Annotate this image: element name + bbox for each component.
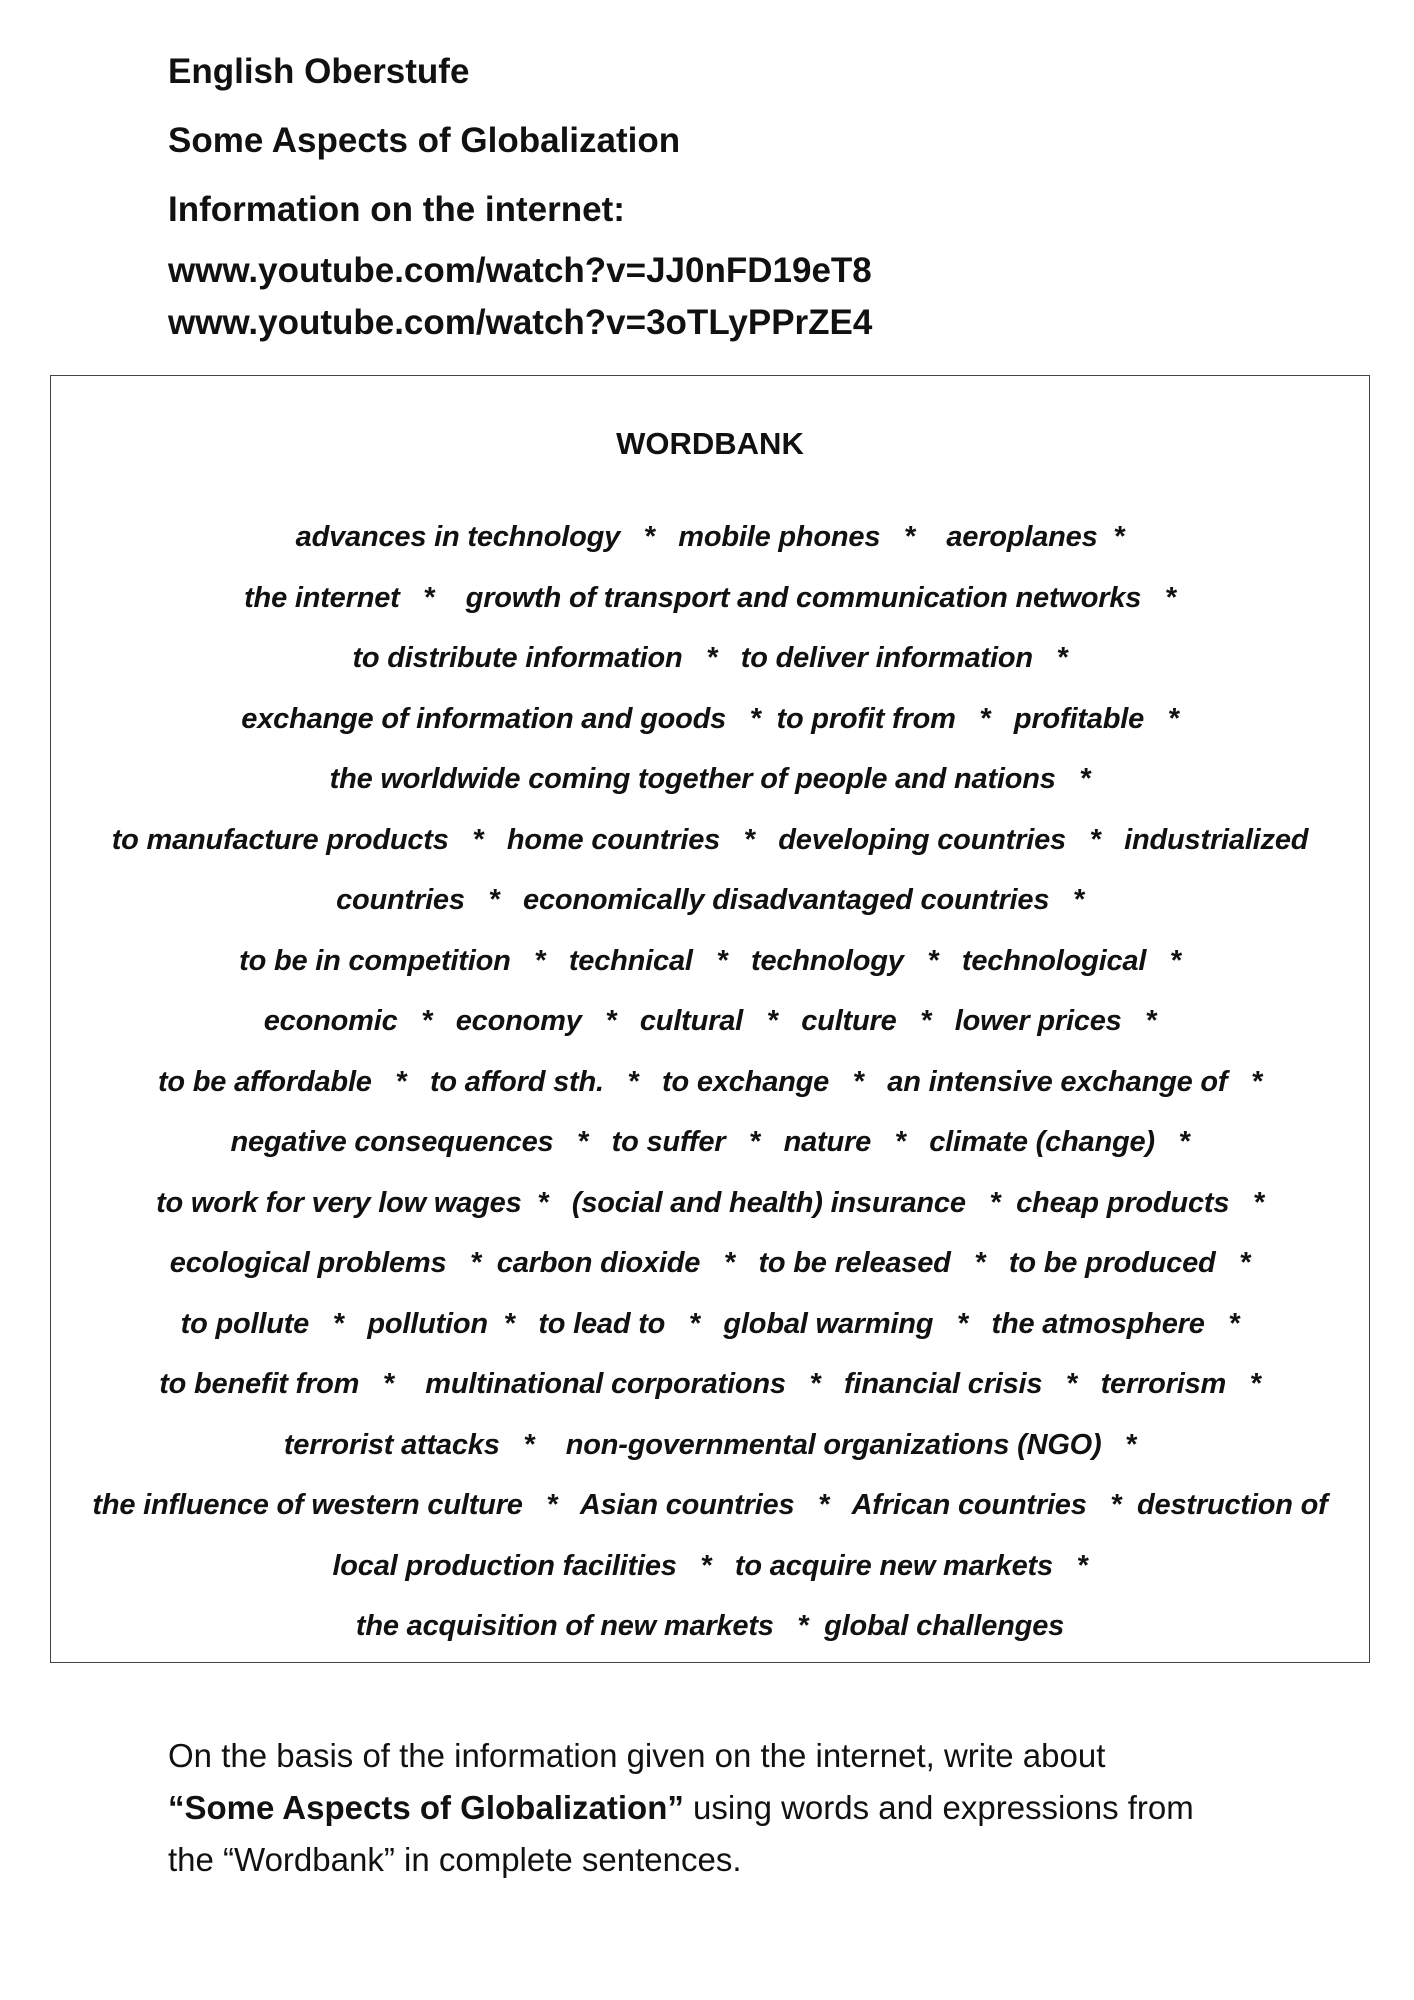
task-topic-highlight: “Some Aspects of Globalization” (168, 1789, 684, 1826)
wordbank-list (51, 507, 1369, 1657)
wordbank-line: terrorist attacks * non-governmental organizations (NGO) * (283, 1428, 1137, 1461)
wordbank-line: countries * economically disadvantaged countries * (336, 884, 1084, 916)
wordbank-line: to distribute information * to deliver information * (352, 642, 1068, 674)
course-title: English Oberstufe (168, 52, 470, 91)
task-end: the “Wordbank” in complete sentences. (168, 1841, 742, 1878)
document-header (168, 48, 1268, 351)
wordbank-title: WORDBANK (616, 426, 804, 461)
wordbank-line: negative consequences * to suffer * nature * climate (change) * (230, 1126, 1190, 1158)
topic-title: Some Aspects of Globalization (168, 121, 681, 160)
wordbank-line: to be in competition * technical * technology * technological * (239, 944, 1181, 977)
info-label: Information on the internet: (168, 190, 625, 229)
wordbank-line: to pollute * pollution * to lead to * global warming * the atmosphere * (180, 1307, 1240, 1340)
wordbank-line: to benefit from * multinational corporations * financial crisis * terrorism * (159, 1368, 1261, 1400)
wordbank-line: the internet * growth of transport and communication networks * (244, 581, 1176, 614)
wordbank-line: the acquisition of new markets * global challenges (355, 1610, 1065, 1642)
video-link-1: www.youtube.com/watch?v=JJ0nFD19eT8 (168, 251, 872, 290)
wordbank-line: the influence of western culture * Asian countries * African countries * destruction of (92, 1489, 1328, 1521)
wordbank-line: to manufacture products * home countries * developing countries * industrialized (111, 823, 1309, 856)
wordbank-line: advances in technology * mobile phones * aeroplanes * (295, 521, 1125, 553)
wordbank-line: the worldwide coming together of people and nations * (329, 763, 1091, 795)
wordbank-line: local production facilities * to acquire new markets * (332, 1549, 1088, 1582)
task-instructions (168, 1730, 1288, 1886)
wordbank-line: to work for very low wages * (social and health) insurance * cheap products * (156, 1186, 1264, 1219)
wordbank-line: to be affordable * to afford sth. * to exchange * an intensive exchange of * (157, 1065, 1263, 1098)
video-link-2: www.youtube.com/watch?v=3oTLyPPrZE4 (168, 303, 873, 342)
task-intro: On the basis of the information given on the internet, write about (168, 1737, 1106, 1774)
task-middle: using words and expressions from (683, 1789, 1194, 1826)
wordbank-line: economic * economy * cultural * culture * lower prices * (263, 1005, 1157, 1037)
wordbank-line: exchange of information and goods * to profit from * profitable * (241, 702, 1179, 735)
wordbank-box (50, 375, 1370, 1663)
wordbank-line: ecological problems * carbon dioxide * to be released * to be produced * (169, 1247, 1251, 1279)
